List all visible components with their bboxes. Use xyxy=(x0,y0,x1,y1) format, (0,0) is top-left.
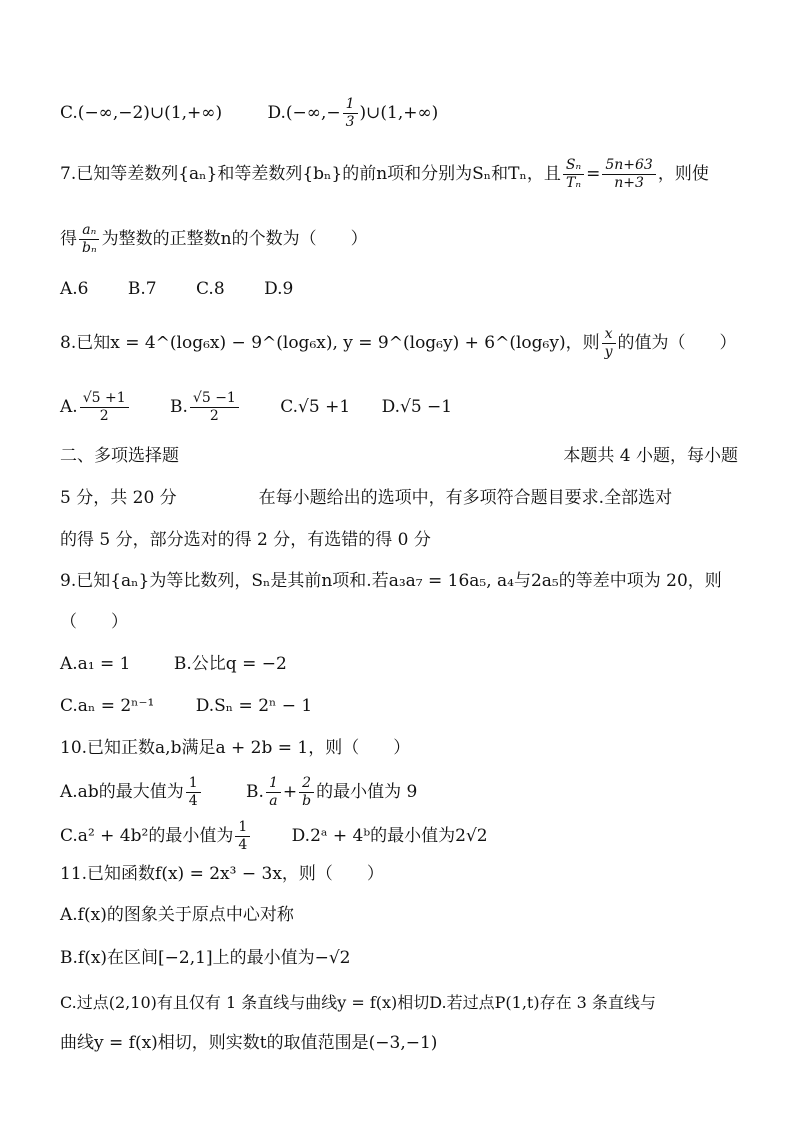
q7-stem-part4: 为整数的正整数n的个数为（ ） xyxy=(101,229,368,249)
q10-option-c-text: C.a² + 4b²的最小值为 xyxy=(60,826,234,846)
q7-stem-part1: 7.已知等差数列{aₙ}和等差数列{bₙ}的前n项和分别为Sₙ和Tₙ，且 xyxy=(60,164,561,184)
q8-frac-num: x xyxy=(602,326,616,344)
q8-option-a-prefix: A. xyxy=(60,397,78,417)
q10-option-b-n2: 2 xyxy=(299,775,314,793)
q10-option-b-frac1 xyxy=(266,775,281,810)
q6-option-d-den: 3 xyxy=(345,114,355,130)
q10-option-c-num: 1 xyxy=(235,819,250,837)
q7-frac2-den: n+3 xyxy=(614,175,644,191)
q7-option-b: B.7 xyxy=(127,279,157,299)
q8-stem xyxy=(60,326,740,361)
q10-option-b-frac2 xyxy=(299,775,314,810)
q8-stem-part1: 8.已知x = 4^(log₆x) − 9^(log₆x), y = 9^(log₆y) + 6^(log₆y)，则 xyxy=(60,333,600,353)
q10-option-a xyxy=(60,775,203,810)
q9-stem-text: 9.已知{aₙ}为等比数列，Sₙ是其前n项和.若a₃a₇ = 16a₅, a₄与2a₅的等差中项为 20，则 xyxy=(60,571,722,591)
section2-title: 二、多项选择题 xyxy=(60,446,179,466)
q7-option-c: C.8 xyxy=(196,279,225,299)
section2-info: 本题共 4 小题，每小题 xyxy=(563,446,738,466)
q10-option-a-num: 1 xyxy=(186,775,201,793)
q7-frac3-num: aₙ xyxy=(79,222,99,240)
section2-header-line1 xyxy=(60,443,740,469)
section2-header-line3 xyxy=(60,527,740,553)
q6-option-d-suffix: )∪(1,+∞) xyxy=(359,103,439,123)
q11-option-d-part2: 曲线y = f(x)相切，则实数t的取值范围是(−3,−1) xyxy=(60,1033,438,1053)
q10-option-b-n1: 1 xyxy=(266,775,281,793)
q10-option-b-d2: b xyxy=(302,793,312,809)
section2-header-line2 xyxy=(60,485,740,511)
q9-options-ab xyxy=(60,651,740,677)
q7-frac2-num: 5n+63 xyxy=(602,157,655,175)
q10-option-b-prefix: B. xyxy=(246,782,264,802)
q8-option-a-fraction xyxy=(80,390,129,425)
q11-stem-text: 11.已知函数f(x) = 2x³ − 3x，则（ ） xyxy=(60,864,384,884)
q10-option-b-d1: a xyxy=(269,793,278,809)
q7-stem-part2: ，则使 xyxy=(657,164,709,184)
q7-stem-line1 xyxy=(60,157,740,192)
q11-option-a-line xyxy=(60,902,740,928)
q7-option-d: D.9 xyxy=(264,279,294,299)
section2-scoring: 的得 5 分，部分选对的得 2 分，有选错的得 0 分 xyxy=(60,530,431,550)
q9-stem xyxy=(60,568,740,594)
q9-paren: （ ） xyxy=(60,612,128,632)
q8-option-a xyxy=(60,390,131,425)
q8-frac-den: y xyxy=(604,344,613,360)
q10-option-b-plus: + xyxy=(282,782,298,802)
q8-option-b xyxy=(170,390,241,425)
q8-option-d: D.√5 −1 xyxy=(381,397,453,417)
q11-option-b-line xyxy=(60,945,740,971)
q11-option-c: C.过点(2,10)有且仅有 1 条直线与曲线y = f(x)相切 xyxy=(60,993,430,1012)
q9-options-cd xyxy=(60,693,740,719)
q11-option-a: A.f(x)的图象关于原点中心对称 xyxy=(60,905,294,925)
q8-option-b-prefix: B. xyxy=(170,397,188,417)
q10-option-a-den: 4 xyxy=(188,793,198,809)
q8-option-b-den: 2 xyxy=(209,408,219,424)
q9-option-b: B.公比q = −2 xyxy=(173,654,287,674)
q10-option-d: D.2ᵃ + 4ᵇ的最小值为2√2 xyxy=(291,826,488,846)
q9-option-a: A.a₁ = 1 xyxy=(60,654,131,674)
q9-answer-paren xyxy=(60,609,740,635)
q6-options xyxy=(60,96,740,131)
q8-option-b-fraction xyxy=(190,390,239,425)
q7-fraction-s-t xyxy=(563,157,584,192)
q8-fraction-x-y xyxy=(602,326,616,361)
q7-option-a: A.6 xyxy=(60,279,89,299)
q6-option-d-fraction xyxy=(343,96,358,131)
q11-options-cd xyxy=(60,990,740,1016)
q11-option-d-line2 xyxy=(60,1030,740,1056)
q10-option-a-text: A.ab的最大值为 xyxy=(60,782,184,802)
q7-frac1-num: Sₙ xyxy=(563,157,584,175)
q8-option-a-den: 2 xyxy=(99,408,109,424)
q7-fraction-expr xyxy=(602,157,655,192)
q8-stem-part2: 的值为（ ） xyxy=(617,333,737,353)
q8-option-b-num: √5 −1 xyxy=(190,390,239,408)
q6-option-d xyxy=(267,96,438,131)
q7-equals: = xyxy=(586,164,601,184)
q10-option-a-fraction xyxy=(186,775,201,810)
q7-stem-part3: 得 xyxy=(60,229,77,249)
q6-option-c: C.(−∞,−2)∪(1,+∞) xyxy=(60,103,223,123)
q7-options xyxy=(60,276,740,302)
section2-points: 5 分，共 20 分 xyxy=(60,488,177,508)
q10-option-c-fraction xyxy=(235,819,250,854)
q10-option-b-text: 的最小值为 9 xyxy=(316,782,418,802)
q10-option-b xyxy=(246,775,417,810)
q10-options-ab xyxy=(60,775,740,810)
section2-instructions: 在每小题给出的选项中，有多项符合题目要求.全部选对 xyxy=(258,488,673,508)
q8-option-a-num: √5 +1 xyxy=(80,390,129,408)
q7-stem-line2 xyxy=(60,222,740,257)
q10-options-cd xyxy=(60,819,740,854)
q8-options xyxy=(60,390,740,425)
q9-option-d: D.Sₙ = 2ⁿ − 1 xyxy=(195,696,313,716)
q7-frac3-den: bₙ xyxy=(82,240,97,256)
q10-option-c xyxy=(60,819,252,854)
q6-option-d-num: 1 xyxy=(343,96,358,114)
q8-option-c: C.√5 +1 xyxy=(280,397,351,417)
q11-option-b: B.f(x)在区间[−2,1]上的最小值为−√2 xyxy=(60,948,351,968)
q9-option-c: C.aₙ = 2ⁿ⁻¹ xyxy=(60,696,155,716)
q10-option-c-den: 4 xyxy=(238,837,248,853)
q11-option-d-part1: D.若过点P(1,t)存在 3 条直线与 xyxy=(429,993,656,1012)
q7-frac1-den: Tₙ xyxy=(565,175,581,191)
q6-option-d-prefix: D.(−∞,− xyxy=(267,103,341,123)
q10-stem xyxy=(60,735,740,761)
q7-fraction-a-b xyxy=(79,222,100,257)
q10-stem-text: 10.已知正数a,b满足a + 2b = 1，则（ ） xyxy=(60,738,411,758)
q11-stem xyxy=(60,861,740,887)
